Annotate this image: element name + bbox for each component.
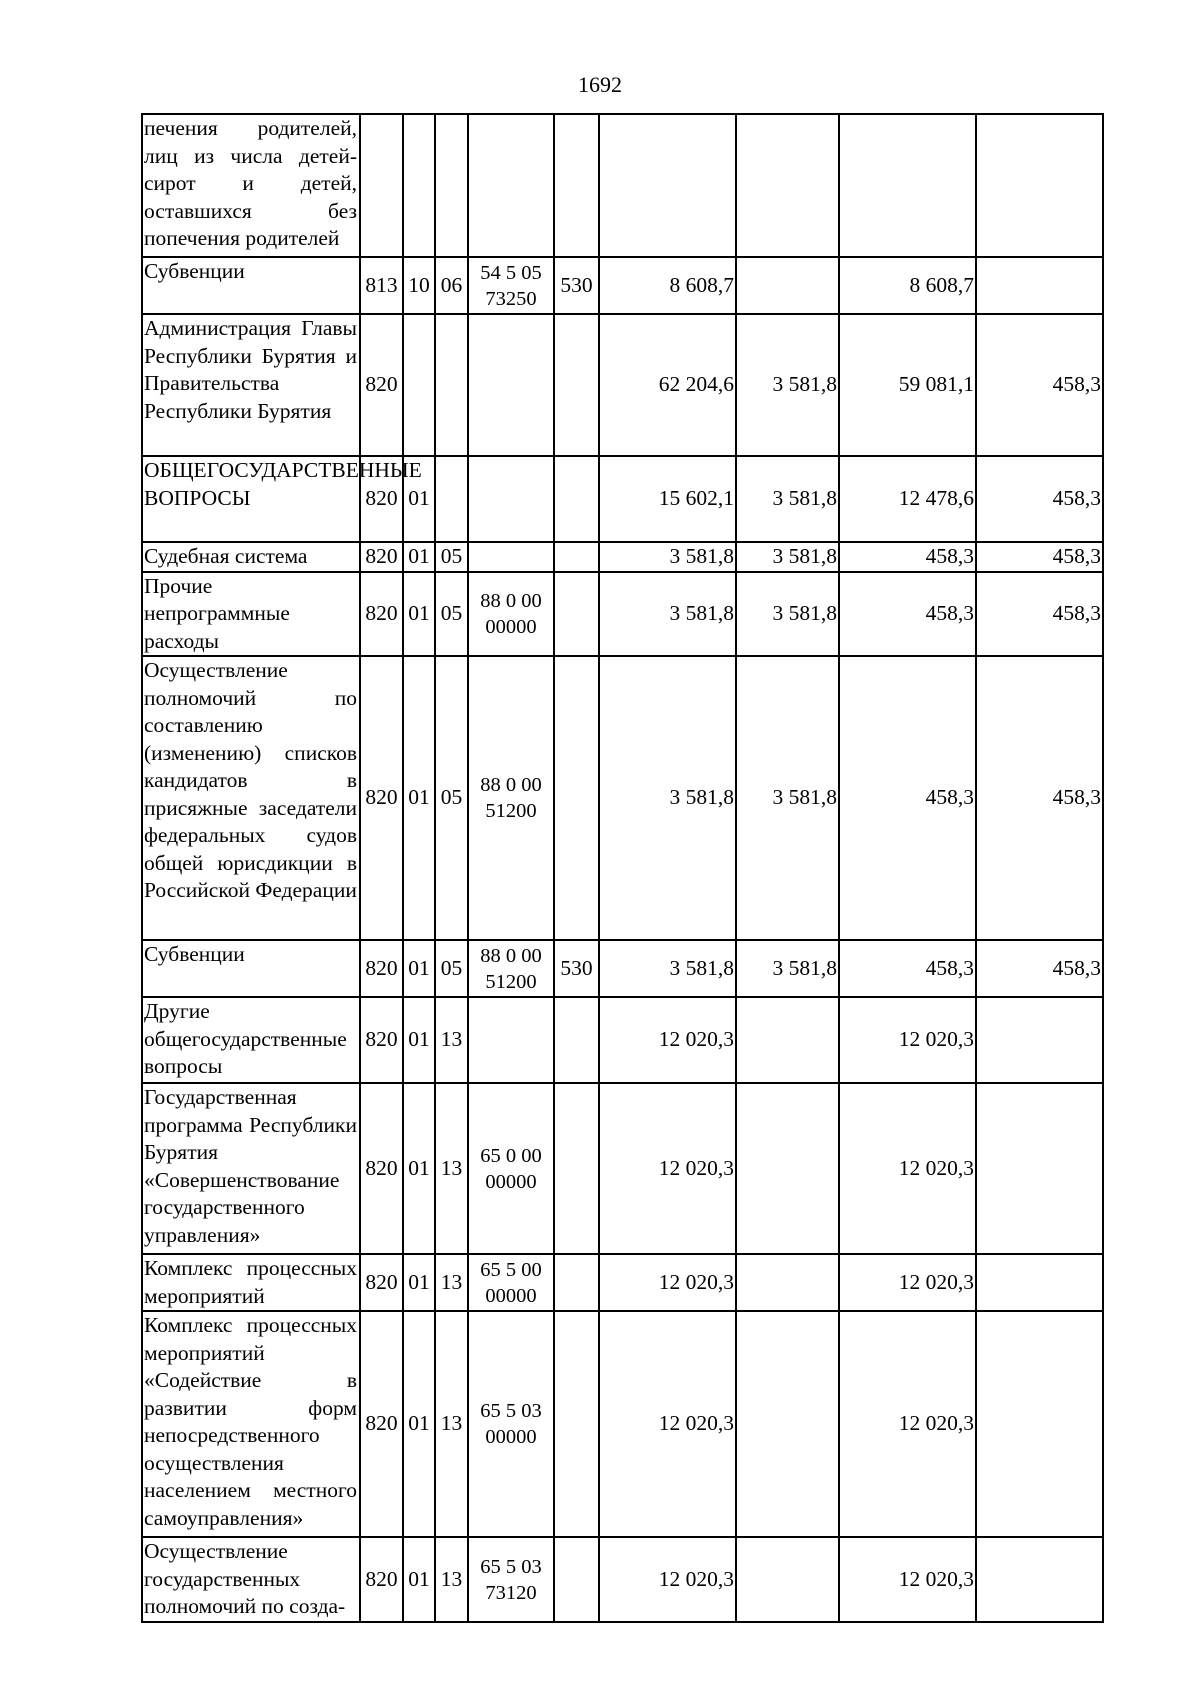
- amount-col9-cell: [976, 1083, 1103, 1254]
- expense-type-cell: [554, 542, 599, 572]
- amount-col9-cell: 458,3: [976, 314, 1103, 456]
- page-number: 1692: [578, 72, 622, 97]
- table-row: [142, 1254, 1103, 1311]
- federal-amount-cell: 3 581,8: [736, 572, 839, 657]
- amount-col9-cell: [976, 997, 1103, 1083]
- subsection-code-cell: 05: [435, 572, 468, 657]
- federal-amount-cell: 3 581,8: [736, 314, 839, 456]
- row-name-cell: Субвенции: [142, 940, 360, 997]
- federal-amount-cell: [736, 114, 839, 257]
- section-code-cell: 01: [403, 456, 435, 542]
- target-article-cell: 65 5 03 73120: [468, 1537, 554, 1622]
- expense-type-cell: [554, 114, 599, 257]
- amount-col9-cell: [976, 1254, 1103, 1311]
- section-code-cell: [403, 114, 435, 257]
- total-amount-cell: 3 581,8: [599, 656, 736, 940]
- federal-amount-cell: [736, 1311, 839, 1537]
- federal-amount-cell: [736, 1537, 839, 1622]
- total-amount-cell: 12 020,3: [599, 1083, 736, 1254]
- section-code-cell: 01: [403, 940, 435, 997]
- table-row: [142, 114, 1103, 257]
- expense-type-cell: [554, 456, 599, 542]
- target-article-cell: 65 5 00 00000: [468, 1254, 554, 1311]
- expense-type-cell: [554, 997, 599, 1083]
- republic-amount-cell: 458,3: [839, 542, 976, 572]
- amount-col9-cell: [976, 257, 1103, 314]
- grbs-code-cell: 820: [360, 1083, 403, 1254]
- table-row: [142, 940, 1103, 997]
- subsection-code-cell: 05: [435, 940, 468, 997]
- total-amount-cell: 62 204,6: [599, 314, 736, 456]
- grbs-code-cell: 820: [360, 940, 403, 997]
- table-row: [142, 456, 1103, 542]
- expense-type-cell: [554, 1311, 599, 1537]
- row-name-cell: Осуществление полномочий по составлению (изменению) списков кандидатов в присяжные заседатели федеральных судов общей юрисдикции в Российской Федерации: [142, 656, 360, 940]
- amount-col9-cell: 458,3: [976, 940, 1103, 997]
- expense-type-cell: [554, 572, 599, 657]
- target-article-cell: [468, 997, 554, 1083]
- grbs-code-cell: 820: [360, 456, 403, 542]
- total-amount-cell: 12 020,3: [599, 997, 736, 1083]
- total-amount-cell: 12 020,3: [599, 1254, 736, 1311]
- grbs-code-cell: 820: [360, 1537, 403, 1622]
- target-article-cell: [468, 114, 554, 257]
- target-article-cell: [468, 314, 554, 456]
- subsection-code-cell: 13: [435, 1311, 468, 1537]
- section-code-cell: 01: [403, 656, 435, 940]
- row-name-cell: Комплекс процессных мероприятий: [142, 1254, 360, 1311]
- republic-amount-cell: 458,3: [839, 572, 976, 657]
- amount-col9-cell: [976, 114, 1103, 257]
- total-amount-cell: [599, 114, 736, 257]
- republic-amount-cell: 12 020,3: [839, 1311, 976, 1537]
- target-article-cell: 88 0 00 51200: [468, 940, 554, 997]
- grbs-code-cell: [360, 114, 403, 257]
- federal-amount-cell: 3 581,8: [736, 940, 839, 997]
- subsection-code-cell: [435, 314, 468, 456]
- expense-type-cell: [554, 314, 599, 456]
- table-row: [142, 1083, 1103, 1254]
- federal-amount-cell: 3 581,8: [736, 542, 839, 572]
- amount-col9-cell: 458,3: [976, 542, 1103, 572]
- subsection-code-cell: 05: [435, 542, 468, 572]
- section-code-cell: 01: [403, 1083, 435, 1254]
- table-row: [142, 314, 1103, 456]
- total-amount-cell: 8 608,7: [599, 257, 736, 314]
- row-name-cell: Прочие непрограммные расходы: [142, 572, 360, 657]
- section-code-cell: 01: [403, 1311, 435, 1537]
- amount-col9-cell: [976, 1537, 1103, 1622]
- expense-type-cell: 530: [554, 257, 599, 314]
- total-amount-cell: 15 602,1: [599, 456, 736, 542]
- subsection-code-cell: 13: [435, 1083, 468, 1254]
- table-row: [142, 1311, 1103, 1537]
- target-article-cell: 88 0 00 51200: [468, 656, 554, 940]
- republic-amount-cell: 12 020,3: [839, 1254, 976, 1311]
- total-amount-cell: 12 020,3: [599, 1311, 736, 1537]
- subsection-code-cell: 06: [435, 257, 468, 314]
- row-name-cell: печения родителей, лиц из числа детей-сирот и детей, оставшихся без попечения родителей: [142, 114, 360, 257]
- grbs-code-cell: 820: [360, 572, 403, 657]
- federal-amount-cell: [736, 257, 839, 314]
- grbs-code-cell: 820: [360, 997, 403, 1083]
- budget-table: [141, 113, 1104, 1623]
- target-article-cell: [468, 456, 554, 542]
- target-article-cell: 65 0 00 00000: [468, 1083, 554, 1254]
- section-code-cell: [403, 314, 435, 456]
- expense-type-cell: 530: [554, 940, 599, 997]
- row-name-cell: Государственная программа Республики Бурятия «Совершенствование государственного управления»: [142, 1083, 360, 1254]
- republic-amount-cell: 12 020,3: [839, 1083, 976, 1254]
- row-name-cell: Другие общегосударственные вопросы: [142, 997, 360, 1083]
- table-row: [142, 997, 1103, 1083]
- grbs-code-cell: 820: [360, 314, 403, 456]
- row-name-cell: Судебная система: [142, 542, 360, 572]
- grbs-code-cell: 820: [360, 1254, 403, 1311]
- section-code-cell: 01: [403, 997, 435, 1083]
- federal-amount-cell: [736, 997, 839, 1083]
- grbs-code-cell: 820: [360, 1311, 403, 1537]
- table-row: [142, 257, 1103, 314]
- table-row: [142, 572, 1103, 657]
- amount-col9-cell: [976, 1311, 1103, 1537]
- table-row: [142, 656, 1103, 940]
- grbs-code-cell: 813: [360, 257, 403, 314]
- republic-amount-cell: 458,3: [839, 656, 976, 940]
- expense-type-cell: [554, 656, 599, 940]
- amount-col9-cell: 458,3: [976, 456, 1103, 542]
- row-name-cell: Осуществление государственных полномочий по созда-: [142, 1537, 360, 1622]
- table-row: [142, 542, 1103, 572]
- expense-type-cell: [554, 1254, 599, 1311]
- section-code-cell: 01: [403, 1254, 435, 1311]
- total-amount-cell: 3 581,8: [599, 542, 736, 572]
- grbs-code-cell: 820: [360, 656, 403, 940]
- expense-type-cell: [554, 1537, 599, 1622]
- republic-amount-cell: 8 608,7: [839, 257, 976, 314]
- table-row: [142, 1537, 1103, 1622]
- subsection-code-cell: [435, 456, 468, 542]
- amount-col9-cell: 458,3: [976, 572, 1103, 657]
- republic-amount-cell: 12 478,6: [839, 456, 976, 542]
- row-name-cell: Субвенции: [142, 257, 360, 314]
- republic-amount-cell: 458,3: [839, 940, 976, 997]
- grbs-code-cell: 820: [360, 542, 403, 572]
- amount-col9-cell: 458,3: [976, 656, 1103, 940]
- section-code-cell: 01: [403, 1537, 435, 1622]
- federal-amount-cell: [736, 1254, 839, 1311]
- target-article-cell: 54 5 05 73250: [468, 257, 554, 314]
- section-code-cell: 10: [403, 257, 435, 314]
- section-code-cell: 01: [403, 542, 435, 572]
- federal-amount-cell: [736, 1083, 839, 1254]
- subsection-code-cell: 13: [435, 1254, 468, 1311]
- subsection-code-cell: 13: [435, 1537, 468, 1622]
- subsection-code-cell: [435, 114, 468, 257]
- section-code-cell: 01: [403, 572, 435, 657]
- total-amount-cell: 3 581,8: [599, 572, 736, 657]
- federal-amount-cell: 3 581,8: [736, 456, 839, 542]
- total-amount-cell: 3 581,8: [599, 940, 736, 997]
- subsection-code-cell: 05: [435, 656, 468, 940]
- expense-type-cell: [554, 1083, 599, 1254]
- republic-amount-cell: 12 020,3: [839, 1537, 976, 1622]
- row-name-cell: Администрация Главы Республики Бурятия и Правительства Республики Бурятия: [142, 314, 360, 456]
- subsection-code-cell: 13: [435, 997, 468, 1083]
- target-article-cell: 88 0 00 00000: [468, 572, 554, 657]
- row-name-cell: ОБЩЕГОСУДАРСТВЕННЫЕ ВОПРОСЫ: [142, 456, 360, 542]
- row-name-cell: Комплекс процессных мероприятий «Содействие в развитии форм непосредственного осуществления населением местного самоуправления»: [142, 1311, 360, 1537]
- total-amount-cell: 12 020,3: [599, 1537, 736, 1622]
- federal-amount-cell: 3 581,8: [736, 656, 839, 940]
- republic-amount-cell: 59 081,1: [839, 314, 976, 456]
- target-article-cell: 65 5 03 00000: [468, 1311, 554, 1537]
- republic-amount-cell: 12 020,3: [839, 997, 976, 1083]
- target-article-cell: [468, 542, 554, 572]
- republic-amount-cell: [839, 114, 976, 257]
